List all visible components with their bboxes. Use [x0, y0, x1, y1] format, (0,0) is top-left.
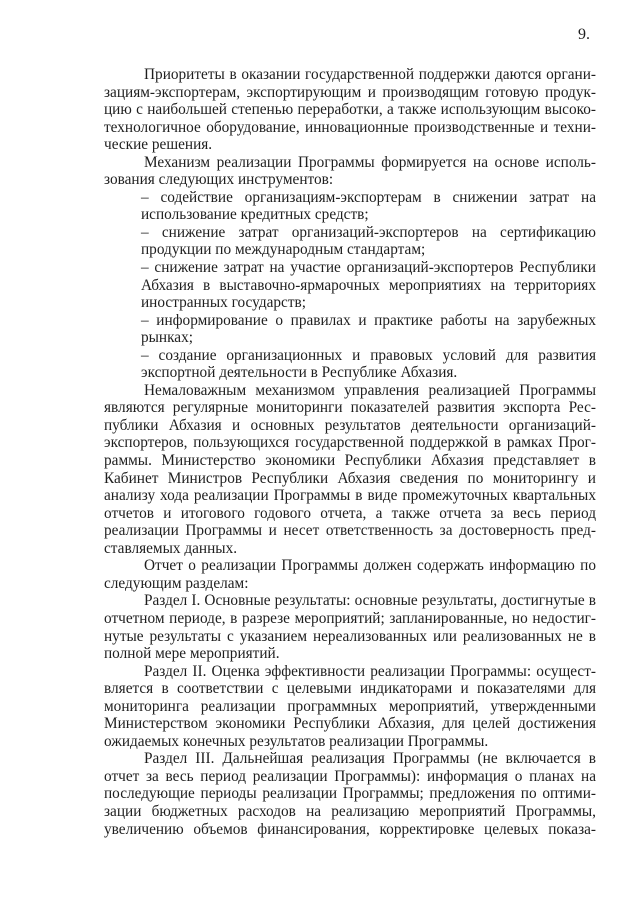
paragraph	[104, 750, 596, 838]
text-line: ческие решения.	[104, 136, 213, 154]
text-line: полной мере мероприятий.	[104, 645, 280, 663]
text-line: отчет за весь период реализации Программы): информация о планах на	[104, 767, 596, 785]
page-number: 9.	[578, 26, 590, 43]
text-line: иностранных государств;	[141, 294, 306, 312]
bullet-item	[104, 224, 596, 259]
text-line: ставляемых данных.	[104, 539, 238, 557]
bullet-item	[104, 189, 596, 224]
bullet-item	[104, 259, 596, 312]
paragraph	[104, 66, 596, 154]
text-line: Отчет о реализации Программы должен содержать информацию по	[144, 557, 596, 575]
text-line: зации бюджетных расходов на реализацию мероприятий Программы,	[104, 802, 596, 820]
text-line: – содействие организациям-экспортерам в снижении затрат на	[141, 188, 596, 206]
text-line: продукции по международным стандартам;	[141, 241, 426, 259]
text-line: увеличению объемов финансирования, корректировке целевых показа-	[104, 820, 596, 838]
text-line: нутые результаты с указанием нереализованных или реализованных не в	[104, 627, 596, 645]
text-line: Приоритеты в оказании государственной поддержки даются органи-	[144, 66, 596, 83]
text-line: ожидаемых конечных результатов реализации Программы.	[104, 732, 489, 750]
text-line: последующие периоды реализации Программы; предложения по оптими-	[104, 785, 596, 803]
text-line: отчетном периоде, в разрезе мероприятий; запланированные, но недостиг-	[104, 609, 596, 627]
paragraph	[104, 663, 596, 751]
document-body	[104, 66, 596, 838]
text-line: цию с наибольшей степенью переработки, а также использующим высоко-	[104, 101, 596, 119]
bullet-item	[104, 312, 596, 347]
text-line: экспортной деятельности в Республике Абхазия.	[141, 364, 458, 382]
text-line: технологичное оборудование, инновационные производственные и техни-	[104, 118, 596, 136]
text-line: экспортеров, пользующихся государственной поддержкой в рамках Прог-	[104, 434, 596, 452]
text-line: отчетов и итогового годового отчета, а также отчета за весь период	[104, 504, 596, 522]
text-line: вляется в соответствии с целевыми индикаторами и показателями для	[104, 680, 596, 698]
text-line: являются регулярные мониторинги показателей развития экспорта Рес-	[104, 399, 596, 417]
text-line: публики Абхазия и основных результатов деятельности организаций-	[104, 416, 596, 434]
text-line: Абхазия в выставочно-ярмарочных мероприятиях на территориях	[141, 276, 596, 294]
text-line: – снижение затрат на участие организаций-экспортеров Республики	[141, 259, 596, 277]
text-line: мониторинга реализации программных мероприятий, утвержденными	[104, 697, 596, 715]
text-line: использование кредитных средств;	[141, 206, 369, 224]
paragraph	[104, 154, 596, 189]
text-line: Раздел II. Оценка эффективности реализации Программы: осущест-	[144, 662, 596, 680]
text-line: рынках;	[141, 329, 194, 347]
text-line: зациям-экспортерам, экспортирующим и производящим готовую продук-	[104, 83, 596, 101]
text-line: анализу хода реализации Программы в виде промежуточных квартальных	[104, 487, 596, 505]
bullet-item	[104, 347, 596, 382]
text-line: Министерством экономики Республики Абхазия, для целей достижения	[104, 715, 596, 733]
text-line: Кабинет Министров Республики Абхазия сведения по мониторингу и	[104, 469, 596, 487]
text-line: реализации Программы и несет ответственность за достоверность пред-	[104, 522, 596, 540]
paragraph	[104, 592, 596, 662]
paragraph	[104, 557, 596, 592]
text-line: Механизм реализации Программы формируется на основе исполь-	[144, 153, 596, 171]
text-line: раммы. Министерство экономики Республики Абхазия представляет в	[104, 452, 596, 470]
text-line: Раздел III. Дальнейшая реализация Программы (не включается в	[144, 750, 596, 768]
text-line: Раздел I. Основные результаты: основные результаты, достигнутые в	[144, 592, 596, 610]
text-line: зования следующих инструментов:	[104, 171, 334, 189]
paragraph	[104, 382, 596, 557]
text-line: – создание организационных и правовых условий для развития	[141, 346, 596, 364]
text-line: Немаловажным механизмом управления реализацией Программы	[144, 381, 596, 399]
text-line: – снижение затрат организаций-экспортеров на сертификацию	[141, 223, 596, 241]
text-line: – информирование о правилах и практике работы на зарубежных	[141, 311, 596, 329]
text-line: следующим разделам:	[104, 574, 249, 592]
